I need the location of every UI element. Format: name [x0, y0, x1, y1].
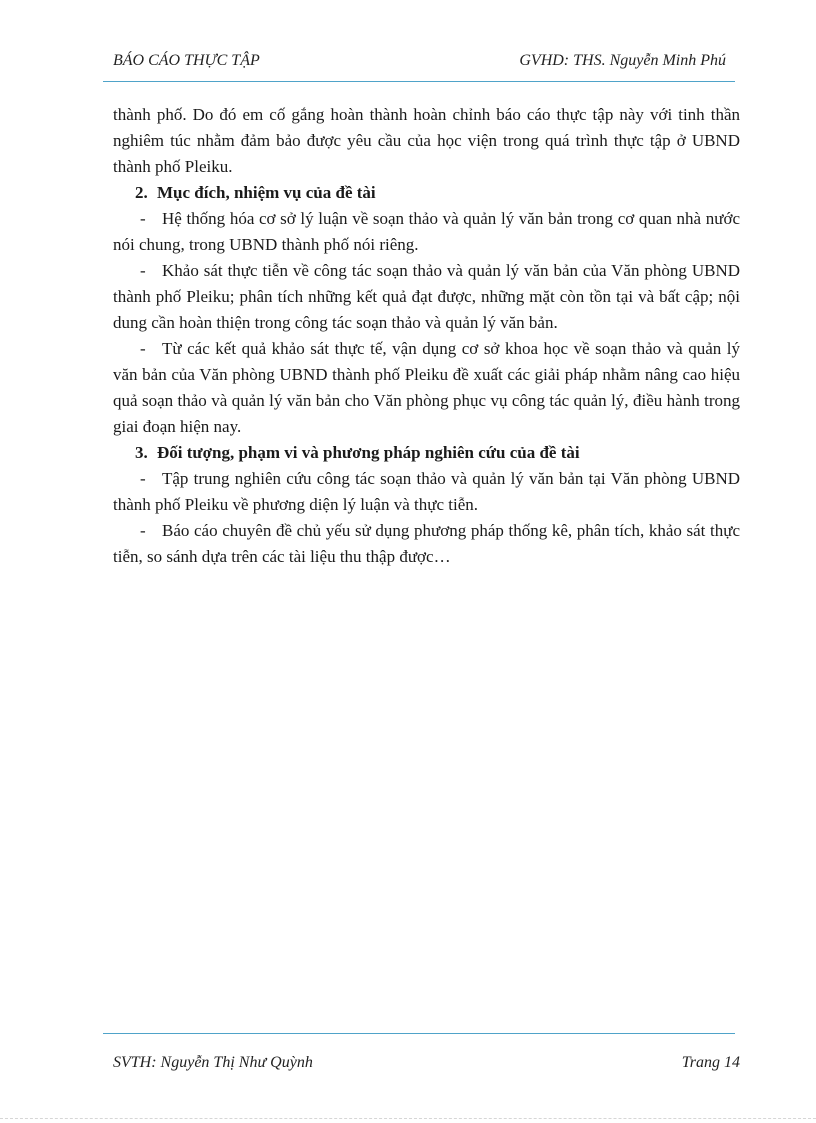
section-2-number: 2. — [135, 183, 148, 202]
page-footer — [113, 1054, 740, 1076]
list-item — [113, 336, 740, 440]
bullet-dash: - — [140, 339, 146, 358]
page-number: Trang 14 — [681, 1054, 740, 1071]
header-divider — [103, 81, 735, 82]
list-item — [113, 466, 740, 518]
header-report-title: BÁO CÁO THỰC TẬP — [113, 52, 260, 69]
page-header — [113, 52, 738, 74]
section-3-heading — [113, 440, 740, 466]
bullet-dash: - — [140, 521, 146, 540]
list-item — [113, 258, 740, 336]
header-supervisor: GVHD: THS. Nguyễn Minh Phú — [519, 52, 726, 69]
bullet-dash: - — [140, 209, 146, 228]
section-2-title: Mục đích, nhiệm vụ của đề tài — [157, 183, 376, 202]
section-3-number: 3. — [135, 443, 148, 462]
list-item-text: Tập trung nghiên cứu công tác soạn thảo và quản lý văn bản tại Văn phòng UBND thành phố Pleiku về phương diện lý luận và thực tiễn. — [113, 469, 740, 514]
list-item-text: Hệ thống hóa cơ sở lý luận về soạn thảo và quản lý văn bản trong cơ quan nhà nước nói chung, trong UBND thành phố nói riêng. — [113, 209, 740, 254]
document-body — [113, 102, 740, 570]
section-3-title: Đối tượng, phạm vi và phương pháp nghiên cứu của đề tài — [157, 443, 580, 462]
footer-student-name: SVTH: Nguyễn Thị Như Quỳnh — [113, 1054, 313, 1071]
section-2-heading — [113, 180, 740, 206]
bullet-dash: - — [140, 261, 146, 280]
list-item — [113, 206, 740, 258]
list-item-text: Khảo sát thực tiễn về công tác soạn thảo và quản lý văn bản của Văn phòng UBND thành phố Pleiku; phân tích những kết quả đạt được, những mặt còn tồn tại và bất cập; nội dung cần hoàn thiện trong công tác soạn thảo và quản lý văn bản. — [113, 261, 740, 332]
bullet-dash: - — [140, 469, 146, 488]
intro-paragraph: thành phố. Do đó em cố gắng hoàn thành hoàn chỉnh báo cáo thực tập này với tinh thần nghiêm túc nhằm đảm bảo được yêu cầu của học viện trong quá trình thực tập ở UBND thành phố Pleiku. — [113, 105, 740, 176]
page-bottom-edge — [0, 1118, 816, 1119]
footer-divider — [103, 1033, 735, 1034]
list-item-text: Báo cáo chuyên đề chủ yếu sử dụng phương pháp thống kê, phân tích, khảo sát thực tiễn, so sánh dựa trên các tài liệu thu thập được… — [113, 521, 740, 566]
list-item-text: Từ các kết quả khảo sát thực tế, vận dụng cơ sở khoa học về soạn thảo và quản lý văn bản của Văn phòng UBND thành phố Pleiku đề xuất các giải pháp nhằm nâng cao hiệu quả soạn thảo và quản lý văn bản cho Văn phòng phục vụ công tác quản lý, điều hành trong giai đoạn hiện nay. — [113, 339, 740, 436]
list-item — [113, 518, 740, 570]
